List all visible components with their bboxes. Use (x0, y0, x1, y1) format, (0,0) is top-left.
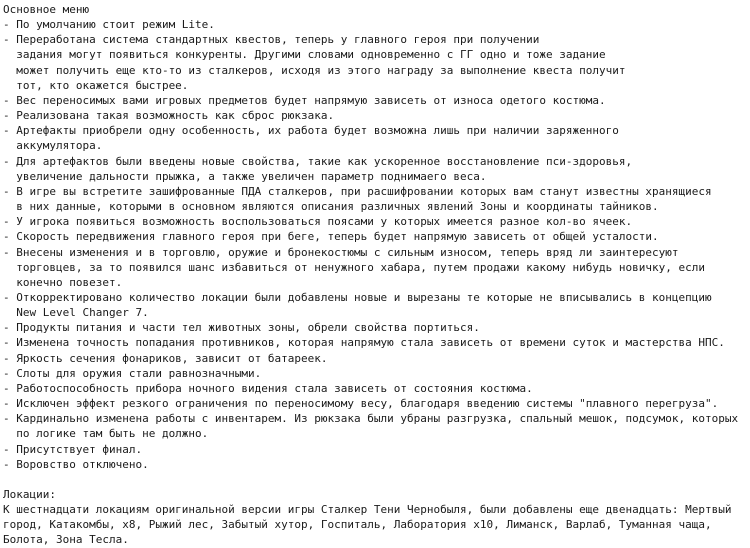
text-line: К шестнадцати локациям оригинальной версии игры Сталкер Тени Чернобыля, были добавлены еще двенадцать: Мертвый (3, 503, 732, 517)
text-line: - Для артефактов были введены новые свойства, такие как ускоренное восстановление пси-здоровья, (3, 154, 633, 168)
text-line: - Артефакты приобрели одну особенность, их работа будет возможна лишь при наличии заряженного (3, 124, 619, 138)
text-line: - Работоспособность прибора ночного видения стала зависеть от состояния костюма. (3, 381, 533, 395)
text-line: - Яркость сечения фонариков, зависит от батареек. (3, 351, 328, 365)
text-line: аккумулятора. (3, 139, 103, 153)
text-line: может получить еще кто-то из сталкеров, исходя из этого награду за выполнение квеста получит (3, 63, 626, 77)
text-line: задания могут появиться конкуренты. Другими словами одновременно с ГГ одно и тоже задание (3, 48, 606, 62)
text-line: - Продукты питания и части тел животных зоны, обрели свойства портиться. (3, 321, 480, 335)
text-line: город, Катакомбы, x8, Рыжий лес, Забытый хутор, Госпиталь, Лаборатория x10, Лиманск, Варлаб, Туманная чаща, (3, 518, 712, 532)
text-line: - В игре вы встретите зашифрованные ПДА сталкеров, при расшифровании которых вам станут известны хранящиеся (3, 184, 712, 198)
text-line: - Слоты для оружия стали равнозначными. (3, 366, 262, 380)
text-line: - По умолчанию стоит режим Lite. (3, 18, 215, 32)
text-line: Болота, Зона Тесла. (3, 533, 129, 547)
text-line: - Скорость передвижения главного героя при беге, теперь будет напрямую зависеть от общей усталости. (3, 230, 659, 244)
text-line: - У игрока появиться возможность воспользоваться поясами у которых имеется разное кол-во ячеек. (3, 215, 633, 229)
text-line: - Присутствует финал. (3, 442, 143, 456)
text-line: - Реализована такая возможность как сброс рюкзака. (3, 109, 335, 123)
text-line: по логике там быть не должно. (3, 427, 209, 441)
text-line: в них данные, которыми в основном являются описания различных явлений Зоны и координаты тайников. (3, 200, 659, 214)
section-heading: Основное меню (3, 3, 90, 16)
text-line: - Внесены изменения и в торговлю, оружие и бронекостюмы с сильным износом, теперь вряд ли заинтересуют (3, 245, 679, 259)
section-main-menu (3, 2, 750, 472)
text-line: - Изменена точность попадания противников, которая напрямую стала зависеть от времени суток и мастерства НПС. (3, 336, 725, 350)
text-line: - Воровство отключено. (3, 457, 149, 471)
text-line: - Вес переносимых вами игровых предметов будет напрямую зависеть от износа одетого костюма. (3, 93, 606, 107)
text-line: тот, кто окажется быстрее. (3, 78, 189, 92)
text-line: - Кардинально изменена работы с инвентарем. Из рюкзака были убраны разгрузка, спальный мешок, подсумок, которых (3, 412, 739, 426)
text-line: увеличение дальности прыжка, а также увеличен параметр поднимаего веса. (3, 169, 487, 183)
section-locations (3, 487, 750, 548)
text-line: - Исключен эффект резкого ограничения по переносимому весу, благодаря введению системы "плавного перегруза". (3, 397, 719, 411)
text-line: - Переработана система стандартных квестов, теперь у главного героя при получении (3, 33, 540, 47)
text-line: New Level Changer 7. (3, 306, 149, 320)
text-line: - Откорректировано количество локации были добавлены новые и вырезаны те которые не вписывались в концепцию (3, 290, 712, 304)
section-heading: Локации: (3, 488, 56, 501)
text-line: торговцев, за то появился шанс избавиться от ненужного хабара, путем продажи какому нибудь новичку, если (3, 260, 705, 274)
text-line: конечно повезет. (3, 275, 123, 289)
